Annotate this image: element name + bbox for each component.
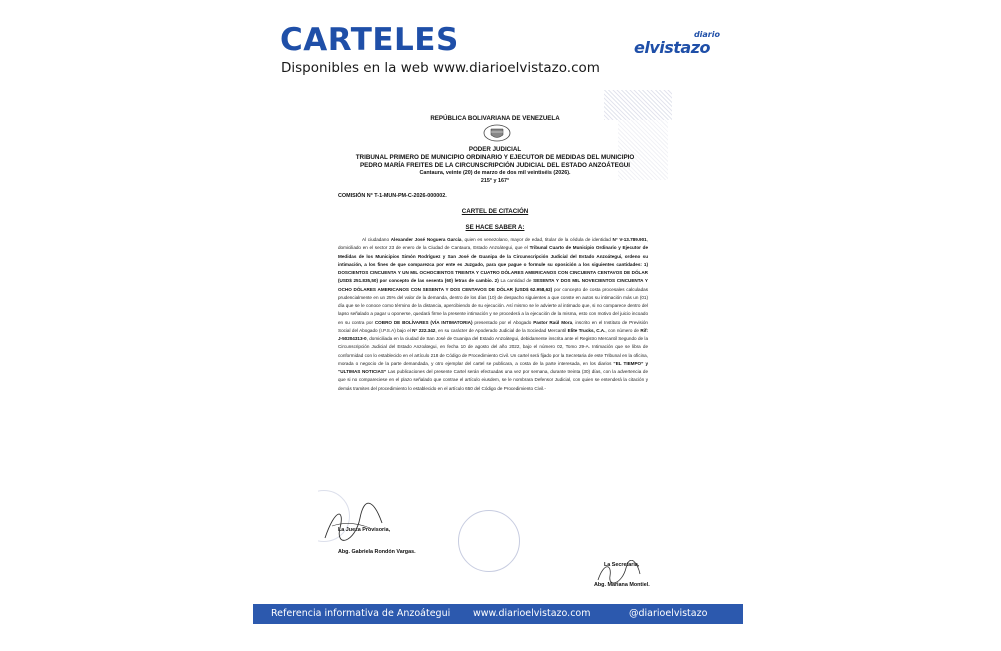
secretary-name: Abg. Mariana Montiel.	[594, 582, 650, 588]
brand-logo	[634, 30, 724, 64]
cartel-title: CARTEL DE CITACIÓN	[461, 208, 529, 215]
se-hace-saber: SE HACE SABER A:	[465, 224, 525, 231]
rif-number: Rif: J-50204313-0	[338, 327, 648, 341]
body-text: Al ciudadano	[362, 237, 391, 242]
judge-title: La Jueza Provisoria,	[338, 527, 391, 533]
judge-signature	[320, 498, 390, 548]
body-text: por concepto de costa procesales calculadas prudencialmente en un 25% del valor de la demanda, dentro de los días (10) de despacho siguientes a que conste en autos su intimación más un (01) día que se le conoce como término de la distancia, apercibiendo de su ejecución. Así mismo se le advierte al intimado que, si no comparece dentro del lapso señalado a pagar u oponerse, quedará firme la presente intimación y se procederá a la ejecución de la misma, esto con motivo del juicio incoado en su contra por	[338, 286, 648, 325]
body-text: , domiciliada en la ciudad de San José de Guanipa del Estado Anzoátegui, debidamente inscrita ante el Registro Mercantil Segundo de la Circunscripción Judicial del Estado Anzoátegui, en fecha 10 de agosto del año 2022, bajo el número 02, Tomo 29-A. Intimación que se libra de conformidad con lo establecido en el artículo 218 de Código de Procedimiento Civil. Un cartel será fijado por la Secretaria de este Tribunal en la oficina, morada o negocio de la parte demandada, y otro ejemplar del cartel se publicara, a costa de la parte interesada, en los diarios	[338, 336, 648, 366]
body-text: , quien es venezolano, mayor de edad, titular de la cédula de identidad	[461, 237, 613, 242]
logo-small-text: diario	[693, 30, 720, 39]
coat-of-arms-icon	[482, 123, 512, 143]
company-name: Elite Trucks, C.A.	[567, 327, 606, 333]
secretary-title: La Secretaria,	[604, 562, 640, 568]
body-text: , domiciliado en el sector 23 de enero de la Ciudad de Cantaura, Estado Anzoátegui, que el	[338, 237, 648, 251]
newspapers: “EL TIEMPO” y “ULTIMAS NOTICIAS”	[338, 360, 649, 374]
intimated-name: Alexander José Noguera García	[390, 237, 462, 242]
body-text: presentado por el Abogado	[472, 319, 534, 325]
footer-website[interactable]: www.diarioelvistazo.com	[473, 608, 591, 619]
page-subtitle: Disponibles en la web www.diarioelvistazo.com	[281, 60, 600, 76]
logo-brand-text: elvistazo	[634, 38, 711, 57]
republic-heading: REPÚBLICA BOLIVARIANA DE VENEZUELA	[430, 115, 560, 122]
ipsa-number: N° 222.342	[412, 327, 436, 333]
id-number: N° V-13.789.901	[612, 237, 647, 242]
scanned-document	[318, 90, 672, 590]
page-title: CARTELES	[280, 22, 459, 58]
stamp-mark	[458, 510, 520, 572]
document-years: 215° y 167°	[480, 178, 510, 184]
claim-type: COBRO DE BOLÍVARES (VÍA INTIMATORIA)	[374, 319, 473, 325]
footer-handle[interactable]: @diarioelvistazo	[629, 608, 708, 619]
power-heading: PODER JUDICIAL	[468, 146, 522, 153]
court-heading-line2: PEDRO MARÍA FREITES DE LA CIRCUNSCRIPCIÓN JUDICIAL DEL ESTADO ANZOÁTEGUI	[359, 162, 631, 169]
body-text: , inscrito en el Instituto de Previsión Social del Abogado (I.P.S.A) bajo el	[338, 319, 648, 333]
judge-name: Abg. Gabriela Rondón Vargas.	[338, 549, 416, 555]
footer-reference: Referencia informativa de Anzoátegui	[271, 608, 451, 619]
document-date: Cantaura, veinte (20) de marzo de dos mil veintiséis (2026).	[419, 170, 571, 176]
body-text: Las publicaciones del presente Cartel serán efectuadas una vez por semana, durante treinta (30) días, con la advertencia de que si no compareciese en el plazo señalado que contrae el artículo eiusdem, se le nombrara Defensor Judicial, con quien se entenderá la citación y demás tramites del procedimiento lo establecido en el artículo 650 del Código de Procedimiento Civil.-	[338, 369, 648, 391]
body-text: , en su carácter de Apoderado Judicial de la Sociedad Mercantil	[435, 327, 568, 333]
footer-bar	[253, 604, 743, 624]
document-body	[338, 236, 648, 393]
court-order-text: Tribunal Cuarto de Municipio Ordinario y Ejecutor de Medidas de los Municipios Simón Rodríguez y San José de Guanipa de la Circunscripción Judicial del Estado Anzoátegui, ordeno su intimación, a los fines de que comparezca por ente es Juzgado, para que pague o formule su oposición a los siguientes cantidades: 1) DOSCIENTOS CINCUENTA Y UN MIL OCHOCIENTOS TREINTA Y CUATRO DÓLARES AMERICANOS CON CINCUENTA CENTAVOS DE DÓLAR (USD$ 251.835,50) por concepto de las sesenta (60) letras de cambio. 2)	[338, 245, 648, 284]
commission-number: COMISIÓN N° T-1-MUN-PM-C-2026-000002.	[338, 193, 447, 199]
lawyer-name: Pastor Raúl Mora	[533, 319, 573, 325]
body-text: , con número de	[605, 327, 641, 333]
costs-amount: SESENTA Y DOS MIL NOVECIENTOS CINCUENTA Y OCHO DÓLARES AMERICANOS CON SESENTA Y DOS CENTAVOS DE DÓLAR (USD$ 62.958,62)	[338, 278, 648, 292]
court-heading-line1: TRIBUNAL PRIMERO DE MUNICIPIO ORDINARIO Y EJECUTOR DE MEDIDAS DEL MUNICIPIO	[355, 154, 635, 161]
body-text: La cantidad de	[498, 278, 534, 284]
